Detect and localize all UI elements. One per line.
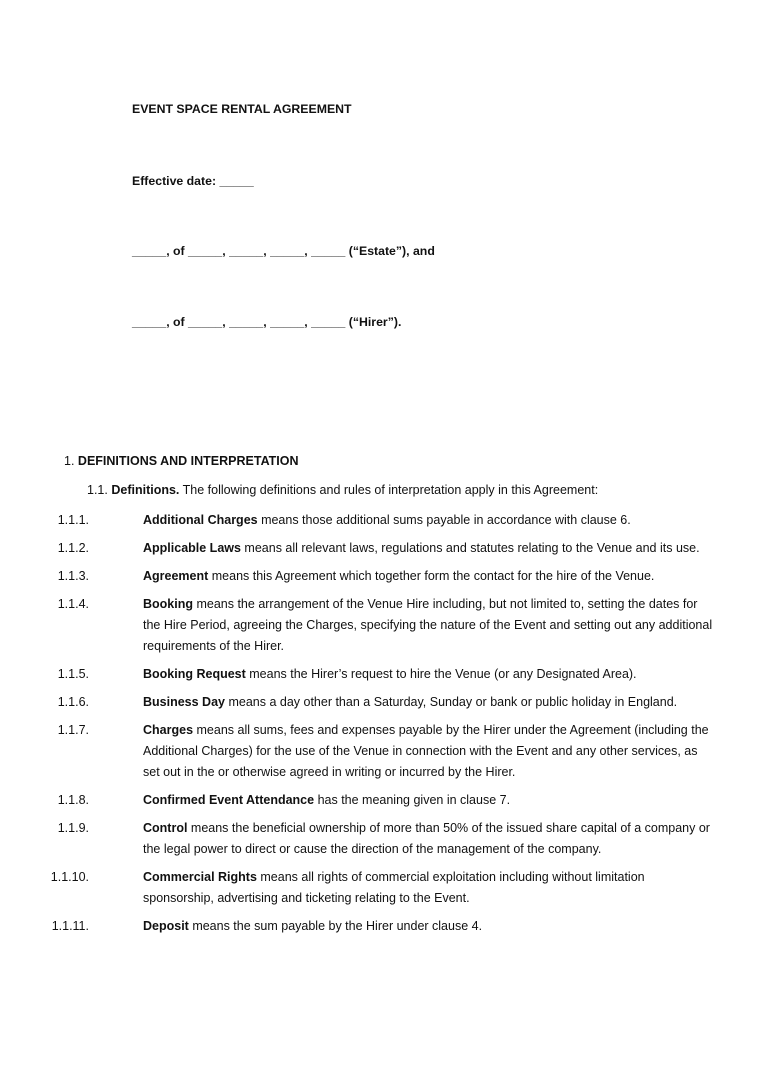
definition-term: Commercial Rights bbox=[143, 870, 257, 884]
definition-item bbox=[0, 720, 715, 783]
definition-number: 1.1.2. bbox=[57, 541, 89, 555]
definition-item bbox=[0, 867, 715, 909]
definition-item bbox=[0, 916, 715, 937]
definitions-list bbox=[0, 510, 763, 944]
section-title: DEFINITIONS AND INTERPRETATION bbox=[77, 454, 299, 468]
effective-date: Effective date: _____ bbox=[132, 174, 254, 188]
subsection-number: 1.1. bbox=[87, 483, 108, 497]
definition-text: means all rights of commercial exploitation including without limitation sponsorship, advertising and ticketing relating to the Event. bbox=[143, 870, 645, 905]
definition-text: means the Hirer’s request to hire the Venue (or any Designated Area). bbox=[245, 667, 637, 681]
definition-item bbox=[0, 594, 715, 657]
definition-term: Control bbox=[143, 821, 188, 835]
subsection-title: Definitions. bbox=[111, 483, 180, 497]
definition-text: means those additional sums payable in accordance with clause 6. bbox=[257, 513, 631, 527]
section-heading bbox=[64, 454, 299, 468]
definition-text: means a day other than a Saturday, Sunday or bank or public holiday in England. bbox=[224, 695, 678, 709]
definition-term: Additional Charges bbox=[143, 513, 258, 527]
definition-number: 1.1.3. bbox=[57, 569, 89, 583]
definition-item bbox=[0, 510, 715, 531]
definition-term: Applicable Laws bbox=[143, 541, 241, 555]
subsection-text: The following definitions and rules of interpretation apply in this Agreement: bbox=[179, 483, 599, 497]
party-estate: _____, of _____, _____, _____, _____ (“Estate”), and bbox=[132, 244, 435, 258]
definition-number: 1.1.8. bbox=[57, 793, 89, 807]
definition-item bbox=[0, 692, 715, 713]
definition-number: 1.1.4. bbox=[57, 597, 89, 611]
section-number: 1. bbox=[64, 454, 75, 468]
definition-text: means the arrangement of the Venue Hire including, but not limited to, setting the dates for the Hire Period, agreeing the Charges, specifying the nature of the Event and setting out any additional requirements of the Hirer. bbox=[143, 597, 713, 653]
definition-term: Booking Request bbox=[143, 667, 246, 681]
definition-term: Booking bbox=[143, 597, 193, 611]
definition-text: has the meaning given in clause 7. bbox=[314, 793, 511, 807]
definition-item bbox=[0, 818, 715, 860]
definition-number: 1.1.1. bbox=[57, 513, 89, 527]
subsection-definitions bbox=[87, 483, 598, 497]
definition-term: Charges bbox=[143, 723, 194, 737]
definition-term: Confirmed Event Attendance bbox=[143, 793, 315, 807]
definition-number: 1.1.11. bbox=[51, 919, 89, 933]
definition-term: Agreement bbox=[143, 569, 209, 583]
definition-term: Deposit bbox=[143, 919, 189, 933]
definition-number: 1.1.7. bbox=[57, 723, 89, 737]
definition-number: 1.1.9. bbox=[57, 821, 89, 835]
definition-item bbox=[0, 790, 715, 811]
definition-item bbox=[0, 664, 715, 685]
definition-text: means all sums, fees and expenses payable by the Hirer under the Agreement (including the Additional Charges) for the use of the Venue in connection with the Event and any other services, as set out in the or otherwise agreed in writing or incurred by the Hirer. bbox=[143, 723, 709, 779]
definition-number: 1.1.6. bbox=[57, 695, 89, 709]
party-hirer: _____, of _____, _____, _____, _____ (“Hirer”). bbox=[132, 315, 402, 329]
definition-text: means this Agreement which together form the contact for the hire of the Venue. bbox=[208, 569, 655, 583]
definition-text: means the beneficial ownership of more than 50% of the issued share capital of a company or the legal power to direct or cause the direction of the management of the company. bbox=[143, 821, 710, 856]
definition-item bbox=[0, 566, 715, 587]
definition-item bbox=[0, 538, 715, 559]
definition-term: Business Day bbox=[143, 695, 225, 709]
document-title: EVENT SPACE RENTAL AGREEMENT bbox=[132, 102, 352, 116]
definition-text: means the sum payable by the Hirer under clause 4. bbox=[188, 919, 483, 933]
definition-text: means all relevant laws, regulations and statutes relating to the Venue and its use. bbox=[240, 541, 700, 555]
definition-number: 1.1.5. bbox=[57, 667, 89, 681]
definition-number: 1.1.10. bbox=[50, 870, 89, 884]
